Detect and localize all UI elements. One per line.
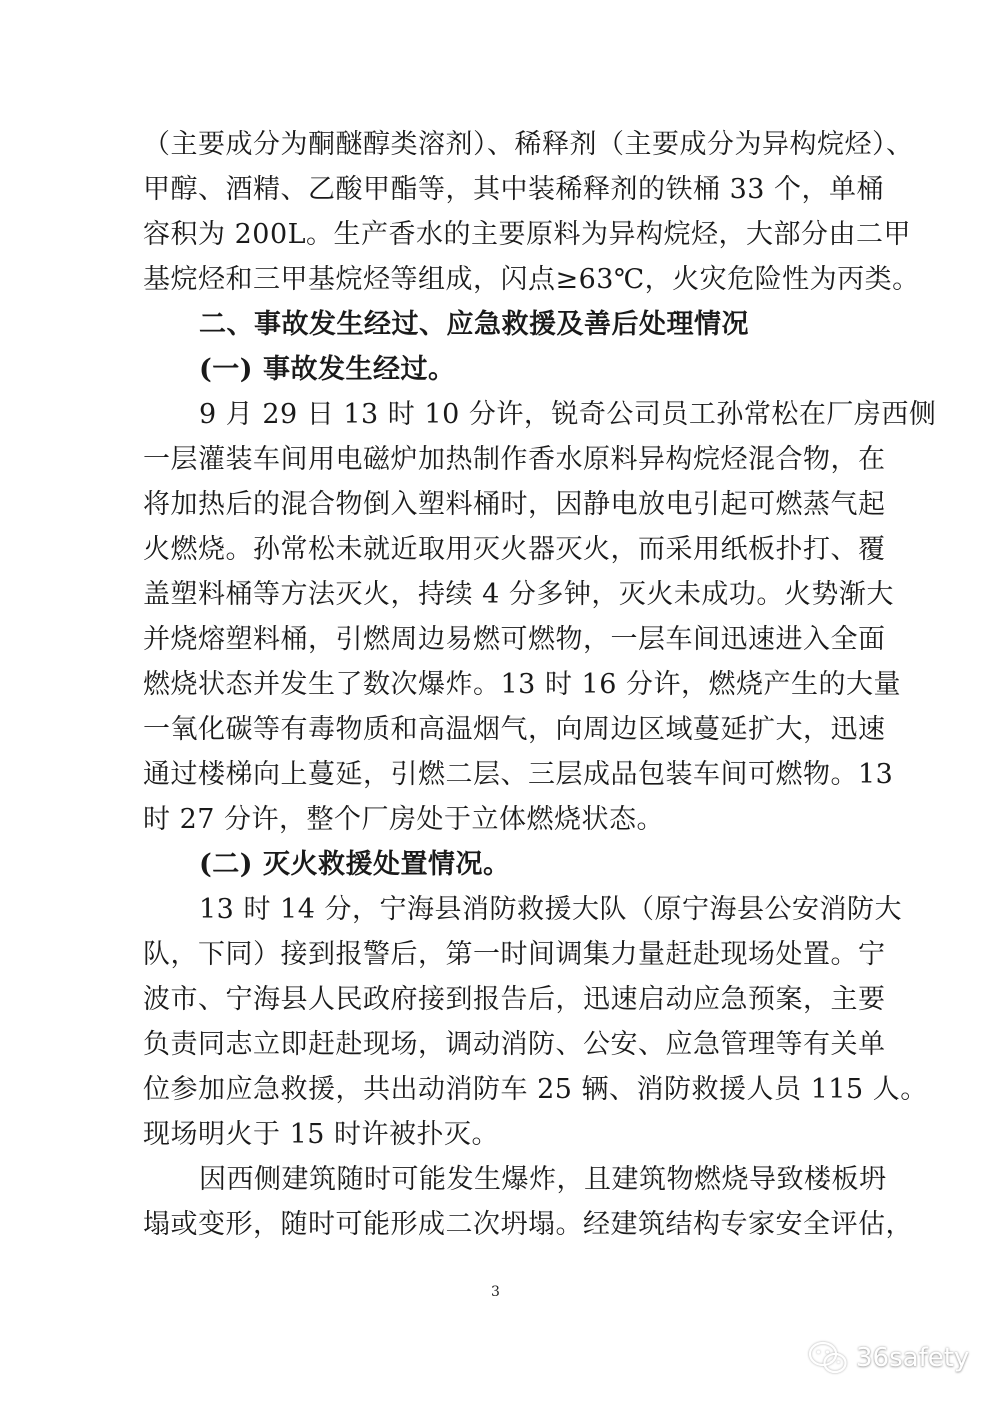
text-line: 甲醇、酒精、乙酸甲酯等，其中装稀释剂的铁桶 33 个，单桶	[143, 174, 885, 205]
text-line: 一氧化碳等有毒物质和高温烟气，向周边区域蔓延扩大，迅速	[143, 714, 886, 745]
wechat-icon	[808, 1341, 848, 1375]
text-line: 负责同志立即赶赴现场，调动消防、公安、应急管理等有关单	[143, 1029, 886, 1060]
text-line: 燃烧状态并发生了数次爆炸。13 时 16 分许，燃烧产生的大量	[143, 669, 901, 700]
text-line: 现场明火于 15 时许被扑灭。	[143, 1119, 500, 1150]
text-line: 通过楼梯向上蔓延，引燃二层、三层成品包装车间可燃物。13	[143, 759, 894, 790]
section-heading: 二、事故发生经过、应急救援及善后处理情况	[199, 309, 749, 340]
text-line: 基烷烃和三甲基烷烃等组成，闪点≥63℃，火灾危险性为丙类。	[143, 264, 920, 295]
text-line: 并烧熔塑料桶，引燃周边易燃可燃物，一层车间迅速进入全面	[143, 624, 886, 655]
text-line: 将加热后的混合物倒入塑料桶时，因静电放电引起可燃蒸气起	[143, 489, 886, 520]
text-line: 一层灌装车间用电磁炉加热制作香水原料异构烷烃混合物，在	[143, 444, 886, 475]
text-line: 盖塑料桶等方法灭火，持续 4 分多钟，灭火未成功。火势渐大	[143, 579, 894, 610]
watermark-text: 36safety	[856, 1343, 970, 1373]
text-line: 时 27 分许，整个厂房处于立体燃烧状态。	[143, 804, 665, 835]
text-line: 火燃烧。孙常松未就近取用灭火器灭火，而采用纸板扑打、覆	[143, 534, 886, 565]
text-line: 位参加应急救援，共出动消防车 25 辆、消防救援人员 115 人。	[143, 1074, 928, 1105]
watermark	[808, 1338, 969, 1378]
subsection-heading: (一) 事故发生经过。	[199, 354, 456, 385]
text-line: 因西侧建筑随时可能发生爆炸，且建筑物燃烧导致楼板坍	[199, 1164, 887, 1195]
text-line: （主要成分为酮醚醇类溶剂）、稀释剂（主要成分为异构烷烃）、	[143, 129, 914, 160]
text-line: 波市、宁海县人民政府接到报告后，迅速启动应急预案，主要	[143, 984, 886, 1015]
text-line: 塌或变形，随时可能形成二次坍塌。经建筑结构专家安全评估，	[143, 1209, 913, 1240]
text-line: 9 月 29 日 13 时 10 分许，锐奇公司员工孙常松在厂房西侧	[199, 399, 937, 430]
document-body	[143, 122, 937, 1247]
subsection-heading: (二) 灭火救援处置情况。	[199, 849, 511, 880]
text-line: 容积为 200L。生产香水的主要原料为异构烷烃，大部分由二甲	[143, 219, 912, 250]
text-line: 13 时 14 分，宁海县消防救援大队（原宁海县公安消防大	[199, 894, 902, 925]
page-number: 3	[491, 1284, 500, 1300]
text-line: 队，下同）接到报警后，第一时间调集力量赶赴现场处置。宁	[143, 939, 886, 970]
